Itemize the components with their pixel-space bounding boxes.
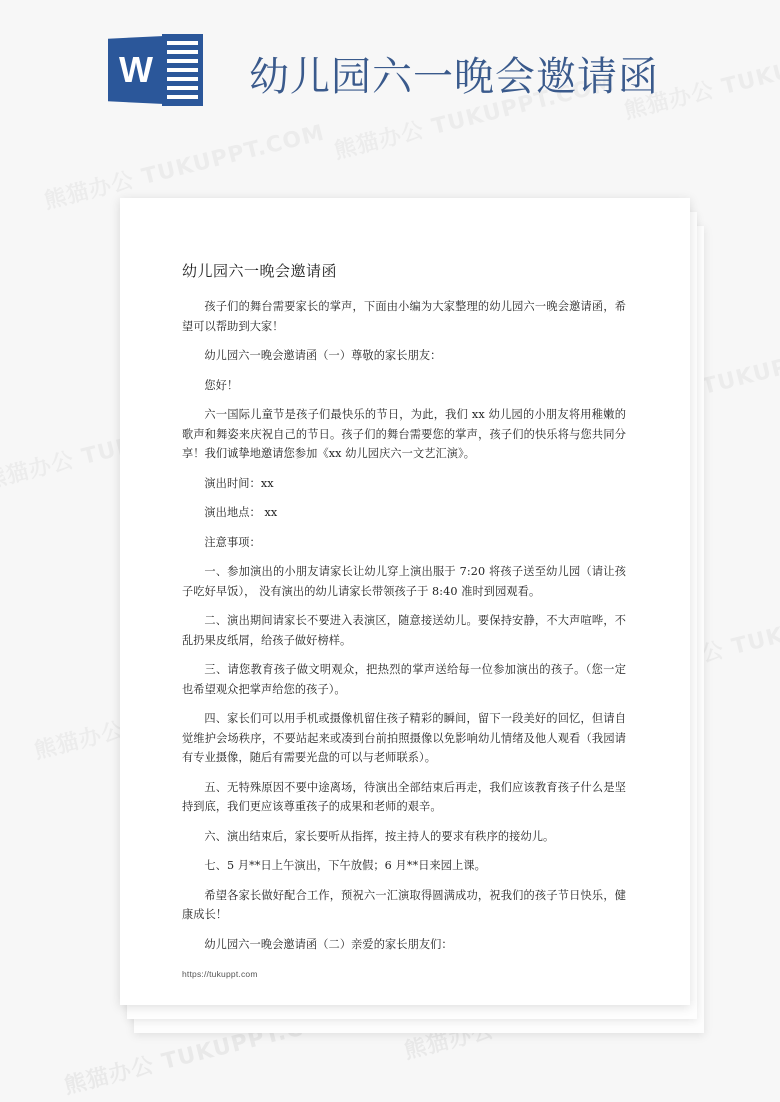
word-icon-line: [167, 50, 198, 54]
document-paragraph: 孩子们的舞台需要家长的掌声，下面由小编为大家整理的幼儿园六一晚会邀请函，希望可以帮助到大家！: [182, 300, 626, 333]
word-icon-line: [167, 59, 198, 63]
document-page-stack: [120, 198, 690, 1005]
document-paragraph: 幼儿园六一晚会邀请函（二）亲爱的家长朋友们：: [204, 937, 453, 951]
word-icon-line: [167, 41, 198, 45]
document-paragraph: 您好！: [204, 378, 239, 392]
word-document-icon: [108, 34, 203, 106]
document-paragraph: 六一国际儿童节是孩子们最快乐的节日，为此，我们 xx 幼儿园的小朋友将用稚嫩的歌声和舞姿来庆祝自己的节日。孩子们的舞台需要您的掌声，孩子们的快乐将与您共同分享！我们诚挚地邀请您参加《xx 幼儿园庆六一文艺汇演》。: [182, 408, 626, 460]
document-paragraph: 三、请您教育孩子做文明观众，把热烈的掌声送给每一位参加演出的孩子。（您一定也希望观众把掌声给您的孩子）。: [182, 663, 626, 696]
document-paragraph: 二、演出期间请家长不要进入表演区，随意接送幼儿。要保持安静，不大声喧哗，不乱扔果皮纸屑，给孩子做好榜样。: [182, 614, 626, 647]
document-paragraph: 演出时间：xx: [204, 476, 274, 490]
document-paragraph: 四、家长们可以用手机或摄像机留住孩子精彩的瞬间，留下一段美好的回忆，但请自觉维护会场秩序，不要站起来或凑到台前拍照摄像以免影响幼儿情绪及他人观看（我园请有专业摄像，随后有需要光盘的可以与老师联系）。: [182, 712, 626, 764]
document-paragraph: 幼儿园六一晚会邀请函（一）尊敬的家长朋友：: [204, 349, 442, 362]
page-title: 幼儿园六一晚会邀请函: [249, 53, 659, 100]
document-paragraph: 六、演出结束后，家长要听从指挥，按主持人的要求有秩序的接幼儿。: [204, 829, 555, 843]
document-paragraph: 五、无特殊原因不要中途离场，待演出全部结束后再走，我们应该教育孩子什么是坚持到底，我们更应该尊重孩子的成果和老师的艰辛。: [182, 780, 626, 813]
document-content: [120, 198, 690, 1005]
document-paragraph: 一、参加演出的小朋友请家长让幼儿穿上演出服于 7:20 将孩子送至幼儿园（请让孩子吃好早饭）， 没有演出的幼儿请家长带领孩子于 8:40 准时到园观看。: [182, 565, 626, 598]
document-paragraph: 注意事项：: [204, 535, 261, 549]
document-paragraph: 演出地点： xx: [204, 506, 278, 519]
word-icon-line: [167, 86, 198, 90]
document-paragraph: 七、5 月**日上午演出，下午放假；6 月**日来园上课。: [204, 859, 486, 872]
watermark: 熊猫办公 TUKUPPT.COM: [61, 1005, 348, 1100]
document-page: [120, 198, 690, 1005]
word-icon-line: [167, 95, 198, 99]
document-paragraph: 希望各家长做好配合工作，预祝六一汇演取得圆满成功，祝我们的孩子节日快乐，健康成长！: [182, 888, 626, 921]
word-icon-letter: W: [119, 49, 153, 90]
page-header: [0, 0, 780, 198]
word-icon-line: [167, 68, 198, 72]
document-footer-url: https://tukuppt.com: [182, 969, 258, 979]
document-heading: 幼儿园六一晚会邀请函: [182, 262, 338, 280]
word-icon-lines: [162, 34, 203, 106]
word-icon-line: [167, 77, 198, 81]
